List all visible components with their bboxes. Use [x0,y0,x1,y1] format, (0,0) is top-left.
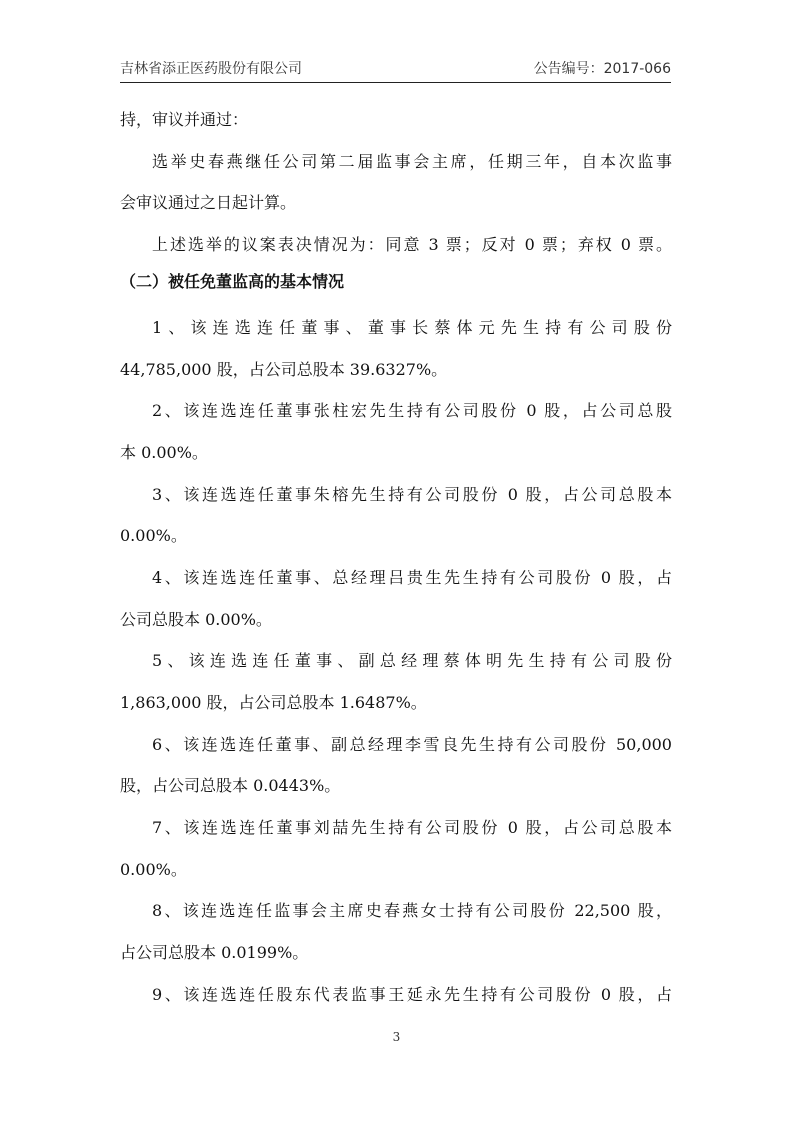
paragraph-line: 0.00%。 [120,526,187,545]
page-number: 3 [392,1030,401,1044]
paragraph-line: 持，审议并通过： [120,110,249,129]
paragraph-line: 5、该连选连任董事、副总经理蔡体明先生持有公司股份 [152,651,672,670]
paragraph-line: 本 0.00%。 [120,443,208,462]
company-name: 吉林省添正医药股份有限公司 [120,61,302,77]
paragraph-line: 股，占公司总股本 0.0443%。 [120,776,341,795]
paragraph-line: 0.00%。 [120,860,187,879]
paragraph-line: 会审议通过之日起计算。 [120,193,297,212]
paragraph-line: 4、该连选连任董事、总经理吕贵生先生持有公司股份 0 股，占 [152,568,672,587]
paragraph-line: 3、该连选连任董事朱榕先生持有公司股份 0 股，占公司总股本 [152,485,672,504]
notice-number: 公告编号：2017-066 [533,61,671,77]
paragraph-line: 1,863,000 股，占公司总股本 1.6487%。 [120,693,427,712]
paragraph-line: 选举史春燕继任公司第二届监事会主席，任期三年，自本次监事 [152,152,672,171]
paragraph-line: 44,785,000 股，占公司总股本 39.6327%。 [120,360,448,379]
paragraph-line: 8、该连选连任监事会主席史春燕女士持有公司股份 22,500 股， [152,901,672,920]
paragraph-line: 6、该连选连任董事、副总经理李雪良先生持有公司股份 50,000 [152,735,672,754]
paragraph-line: 上述选举的议案表决情况为：同意 3 票；反对 0 票；弃权 0 票。 [152,235,672,254]
paragraph-line: 9、该连选连任股东代表监事王延永先生持有公司股份 0 股，占 [152,985,672,1004]
section-heading: （二）被任免董监高的基本情况 [120,272,345,291]
paragraph-line: 1、该连选连任董事、董事长蔡体元先生持有公司股份 [152,318,672,337]
page-header [120,58,671,83]
paragraph-line: 占公司总股本 0.0199%。 [120,943,309,962]
paragraph-line: 2、该连选连任董事张柱宏先生持有公司股份 0 股，占公司总股 [152,401,672,420]
paragraph-line: 7、该连选连任董事刘喆先生持有公司股份 0 股，占公司总股本 [152,818,672,837]
paragraph-line: 公司总股本 0.00%。 [120,610,272,629]
